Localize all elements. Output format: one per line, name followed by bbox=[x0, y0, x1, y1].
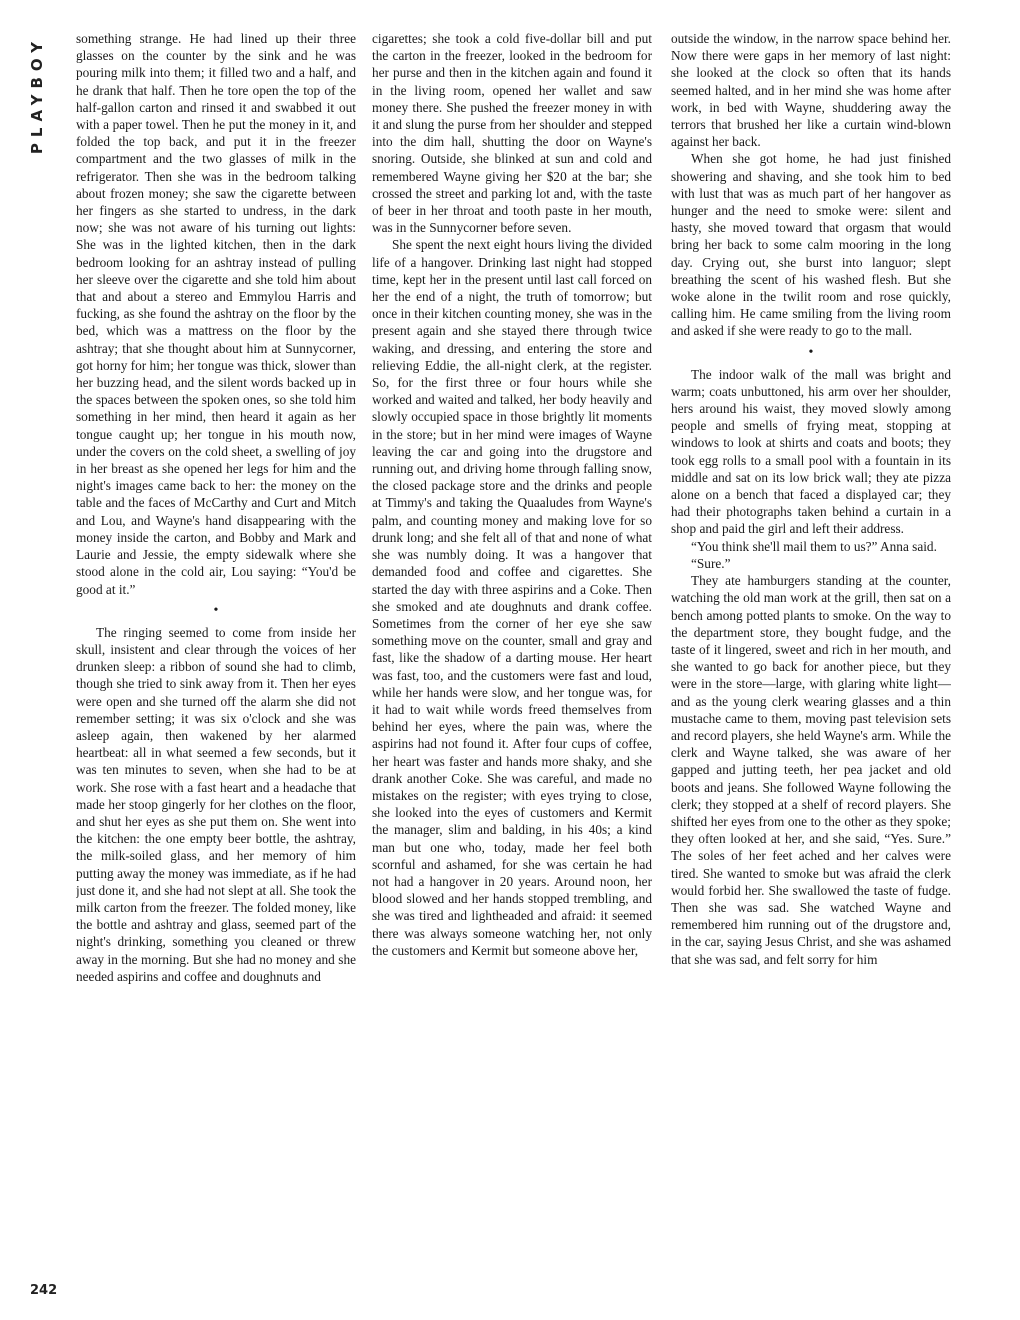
body-paragraph: something strange. He had lined up their three glasses on the counter by the sink and he was pouring milk into them; it filled two and a half, and he drank that half. Then he tore open the top of the half-gallon carton and rinsed it and swabbed it out with a paper towel. Then he put the money in it, and folded the top back, and put it in the freezer compartment and the two glasses of milk in the refrigerator. Then she was in the bedroom talking about frozen money; she saw the cigarette between her fingers as she started to undress, in the dark now; she was not aware of his turning out lights: She was in the lighted kitchen, then in the dark bedroom looking for an ashtray instead of pulling her sleeve over the cigarette and she told him about that and about a stereo and Emmylou Harris and fucking, as she found the ashtray on the floor by the bed, which was a mattress on the floor by the ashtray; that she thought about him at Sunnycorner, got horny for him; her tongue was thick, slower than her buzzing head, and the silent words backed up in the spaces between the spoken ones, so she told him something in her mind, then heard it again as her tongue caught up; her tongue in his mouth now, under the covers on the cold sheet, a swelling of joy in her breast as she opened her legs for him and the night's images came back to her: the money on the table and the faces of McCarthy and Curt and Mitch and Lou, and Wayne's hand disappearing with the money inside the carton, and Bobby and Mark and Laurie and Jessie, the empty sidewalk where she stood alone in the cold air, Lou saying: “You'd be good at it.” bbox=[76, 31, 356, 597]
body-paragraph: She spent the next eight hours living the divided life of a hangover. Drinking last night had stopped time, kept her in the present until last call forced on her the end of a night, the truth of tomorrow; but once in their kitchen counting money, she was in the present again and she stayed there through twice waking, and dressing, and entering the store and relieving Eddie, the all-night clerk, at the register. So, for the first three or four hours while she worked and waited and talked, her body heavily and slowly occupied space in those brightly lit moments in the store; but in her mind were images of Wayne leaving the car and going into the drugstore and running out, and driving home through falling snow, the closed package store and the drinks and people at Timmy's and taking the Quaaludes from Wayne's palm, and counting money and making love for so drunk long; and she felt all of that and none of what she was numbly doing. It was a hangover that demanded food and coffee and cigarettes. She started the day with three aspirins and a Coke. Then she smoked and ate doughnuts and drank coffee. Sometimes from the corner of her eye she saw something move on the counter, small and gray and fast, like the shadow of a darting mouse. Her heart was fast, too, and the customers were fast and loud, while her hands were slow, and her tongue was, for it had to wait while words freed themselves from behind her eyes, where the pain was, where the aspirins had not found it. After four cups of coffee, her heart was faster and hands more shaky, and she drank another Coke. She was careful, and made no mistakes on the register; with eyes trying to close, she looked into the eyes of customers and Kermit the manager, slim and balding, in his 40s; a kind man but one who, today, made her feel both scornful and ashamed, for she was certain he had not had a hangover in 20 years. Around noon, her blood slowed and her hands stopped trembling, and she was tired and lightheaded and afraid: it seemed there was always someone watching her, not only the customers and Kermit but someone above her, bbox=[372, 237, 652, 958]
section-break-bullet: • bbox=[213, 602, 219, 618]
page-number: 242 bbox=[30, 1283, 58, 1298]
text-column-2 bbox=[372, 30, 652, 1298]
body-paragraph: When she got home, he had just finished showering and shaving, and she took him to bed with lust that was as much part of her hangover as hunger and the need to smoke were: silent and hasty, she moved toward that orgasm that would bring her back to some calm mooring in the long day. Crying out, she burst into languor; slept breathing the scent of his washed flesh. But she woke alone in the twilit room and rose quickly, calling him. He came smiling from the living room and asked if she were ready to go to the mall. bbox=[671, 151, 951, 339]
text-column-1 bbox=[76, 30, 356, 1298]
text-column-3 bbox=[671, 30, 951, 1298]
body-paragraph: outside the window, in the narrow space behind her. Now there were gaps in her memory of last night: she looked at the clock so often that its hands seemed halted, and in her mind she was home after work, in bed with Wayne, shuddering away the terrors that brushed her like a curtain wind-blown against her back. bbox=[671, 31, 951, 150]
running-head: PLAYBOY bbox=[28, 36, 46, 155]
section-break-bullet: • bbox=[808, 344, 814, 360]
body-paragraph: The ringing seemed to come from inside her skull, insistent and clear through the voices of her drunken sleep: a ribbon of sound she had to climb, though she tried to sink away from it. Then her eyes were open and she turned off the alarm she did not remember setting; it was six o'clock and she was asleep again, then wakened by her alarmed heartbeat: all in what seemed a few seconds, but it was ten minutes to seven, when she had to be at work. She rose with a fast heart and a headache that made her stoop gingerly for her clothes on the floor, and shut her eyes as she put them on. She went into the kitchen: the one empty beer bottle, the ashtray, the milk-soiled glass, and her memory of him putting away the money was immediate, as if he had just done it, and she had not slept at all. She took the milk carton from the freezer. The folded money, like the bottle and ashtray and glass, seemed part of the night's drinking, something you cleaned or threw away in the morning. But she had no money and she needed aspirins and coffee and doughnuts and bbox=[76, 624, 356, 984]
body-paragraph: They ate hamburgers standing at the counter, watching the old man work at the grill, then sat on a bench among potted plants to smoke. On the way to the department store, they bought fudge, and the taste of it lingered, sweet and rich in her mouth, and she wanted to go back for another piece, but they were in the store—large, with glaring white light—and as the young clerk wearing glasses and a thin mustache came to them, moving past television sets and record players, she held Wayne's arm. While the clerk and Wayne talked, she was aware of her gapped and jutting teeth, her pea jacket and old boots and jeans. She followed Wayne following the clerk; they stopped at a shelf of record players. She shifted her eyes from one to the other as they spoke; they often looked at her, and she said, “Yes. Sure.” The soles of her feet ached and her calves were tired. She wanted to smoke but was afraid the clerk would forbid her. She swallowed the taste of fudge. Then she was sad. She watched Wayne and remembered him running out of the drugstore and, in the car, saying Jesus Christ, and she was ashamed that she was sad, and felt sorry for him bbox=[671, 573, 951, 967]
body-paragraph: “You think she'll mail them to us?” Anna said. bbox=[691, 538, 937, 554]
body-paragraph: “Sure.” bbox=[691, 555, 731, 571]
body-paragraph: cigarettes; she took a cold five-dollar bill and put the carton in the freezer, looked in the bedroom for her purse and then in the kitchen again and found it in the living room, opened her wallet and saw money there. She pushed the freezer money in with it and slung the purse from her shoulder and stepped into the dim hall, shutting the door on Wayne's snoring. Outside, she blinked at sun and cold and remembered Wayne giving her $20 at the bar; she crossed the street and parking lot and, with the taste of beer in her throat and tooth paste in her mouth, was in the Sunnycorner before seven. bbox=[372, 31, 652, 236]
body-paragraph: The indoor walk of the mall was bright and warm; coats unbuttoned, his arm over her shoulder, hers around his waist, they moved slowly among people and smells of frying meat, stopping at windows to look at shirts and coats and boots; they took egg rolls to a small pool with a fountain in its middle and sat on its low brick wall; they ate pizza alone on a bench that faced a displayed car; they had their photographs taken behind a curtain in a shop and paid the girl and left their address. bbox=[671, 366, 951, 537]
